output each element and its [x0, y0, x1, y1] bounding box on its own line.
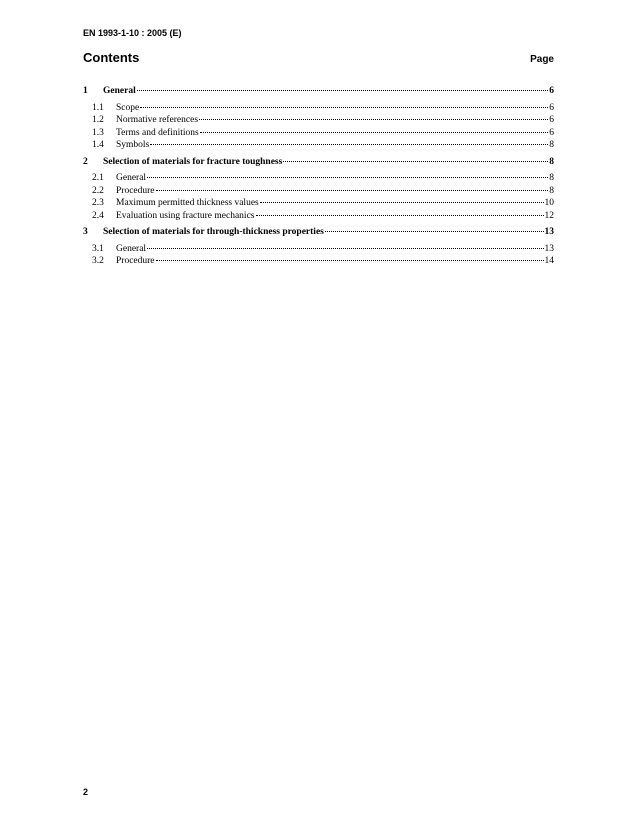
toc-subsection-entry[interactable]: [83, 185, 554, 198]
dot-leader: [256, 214, 544, 216]
toc-entry-number: 1: [83, 86, 88, 96]
toc-subsection-entry[interactable]: [83, 172, 554, 185]
contents-title: Contents: [83, 50, 140, 65]
toc-entry-number: 3: [83, 227, 88, 237]
toc-entry-page: 14: [544, 256, 554, 266]
toc-entry-page: 6: [549, 102, 554, 113]
toc-entry-title: Maximum permitted thickness values: [116, 198, 259, 208]
dot-leader: [199, 118, 548, 120]
toc-entry-title: Procedure: [116, 256, 155, 266]
dot-leader: [260, 201, 544, 203]
toc-subsection-entry[interactable]: [83, 243, 554, 256]
toc-entry-title: Procedure: [116, 185, 155, 196]
toc-entry-number: 1.3: [92, 127, 104, 138]
dot-leader: [156, 259, 544, 261]
toc-entry-number: 3.1: [92, 243, 104, 254]
toc-entry-page: 13: [544, 227, 554, 237]
toc-entry-page: 8: [549, 185, 554, 196]
toc-section-entry[interactable]: [83, 156, 554, 169]
toc-entry-page: 8: [549, 156, 554, 167]
toc-entry-page: 6: [549, 127, 554, 138]
toc-entry-number: 2.1: [92, 173, 104, 183]
toc-entry-title: Evaluation using fracture mechanics: [116, 210, 255, 221]
toc-section-entry[interactable]: [83, 85, 554, 98]
toc-entry-number: 1.1: [92, 102, 104, 113]
toc-entry-number: 2: [83, 156, 88, 167]
page-column-label: Page: [530, 54, 554, 65]
toc-subsection-entry[interactable]: [83, 114, 554, 127]
toc-entry-number: 2.4: [92, 210, 104, 221]
toc-subsection-entry[interactable]: [83, 210, 554, 223]
toc-entry-page: 6: [549, 115, 554, 125]
toc-entry-page: 10: [544, 198, 554, 208]
dot-leader: [137, 89, 549, 91]
toc-entry-title: Normative references: [116, 115, 199, 125]
toc-entry-title: Terms and definitions: [116, 127, 199, 138]
toc-entry-number: 2.3: [92, 198, 104, 208]
page-number: 2: [83, 787, 89, 797]
toc-subsection-entry[interactable]: [83, 255, 554, 268]
toc-subsection-entry[interactable]: [83, 102, 554, 115]
toc-entry-title: General: [116, 243, 147, 254]
dot-leader: [147, 176, 548, 178]
toc-entry-page: 8: [549, 173, 554, 183]
toc-entry-title: Selection of materials for through-thickness properties: [103, 227, 324, 237]
toc-entry-title: General: [116, 173, 147, 183]
toc-entry-number: 1.2: [92, 115, 104, 125]
toc-entry-number: 2.2: [92, 185, 104, 196]
toc-entry-title: General: [103, 86, 136, 96]
toc-entry-title: Selection of materials for fracture toughness: [103, 156, 283, 167]
dot-leader: [200, 131, 549, 133]
dot-leader: [140, 106, 548, 108]
toc-subsection-entry[interactable]: [83, 197, 554, 210]
dot-leader: [156, 189, 549, 191]
dot-leader: [283, 160, 548, 162]
dot-leader: [325, 230, 544, 232]
table-of-contents: [83, 85, 554, 268]
toc-entry-title: Symbols: [116, 140, 150, 150]
toc-subsection-entry[interactable]: [83, 127, 554, 140]
toc-entry-page: 12: [544, 210, 554, 221]
toc-entry-page: 8: [549, 140, 554, 150]
dot-leader: [150, 143, 548, 145]
toc-entry-page: 6: [549, 86, 554, 96]
toc-section-entry[interactable]: [83, 226, 554, 239]
toc-entry-number: 3.2: [92, 256, 104, 266]
toc-entry-number: 1.4: [92, 140, 104, 150]
toc-entry-page: 13: [544, 243, 554, 254]
dot-leader: [147, 247, 543, 249]
document-header: EN 1993-1-10 : 2005 (E): [83, 28, 182, 38]
toc-entry-title: Scope: [116, 102, 140, 113]
toc-subsection-entry[interactable]: [83, 139, 554, 152]
